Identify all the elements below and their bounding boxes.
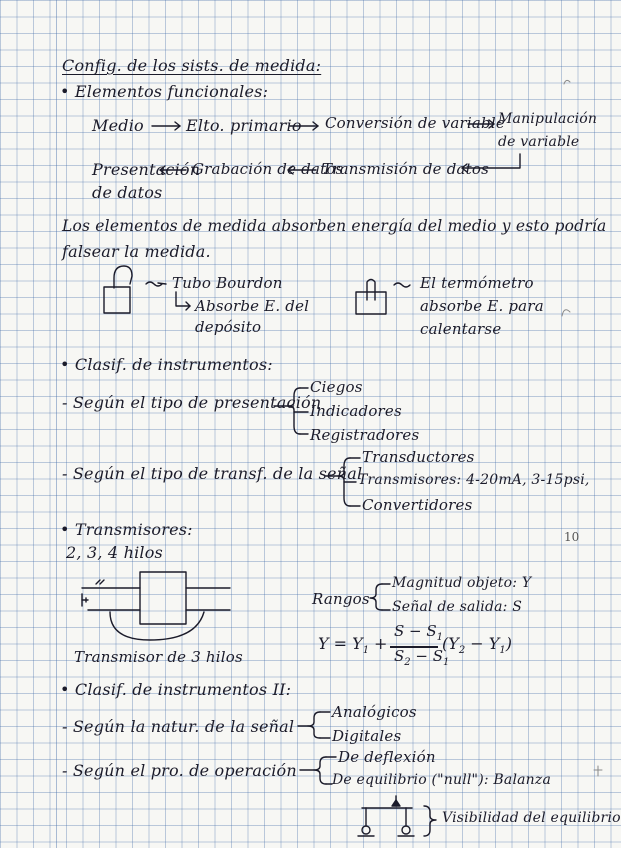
- energy-paragraph-line-2: falsear la medida.: [62, 242, 211, 261]
- natur-brace: [298, 712, 330, 738]
- natur-label: - Según la natur. de la señal: [62, 717, 295, 736]
- bourdon-note-1: Absorbe E. del: [195, 297, 310, 315]
- section-heading-elementos: • Elementos funcionales:: [60, 82, 269, 101]
- operacion-item-deflexion: De deflexión: [338, 748, 436, 766]
- thermometer-arrow: [394, 283, 410, 287]
- natur-item-analogicos: Analógicos: [332, 703, 417, 721]
- thermometer-note-2: calentarse: [420, 320, 502, 338]
- flow-conversion: Conversión de variable: [325, 114, 505, 132]
- rangos-item-magnitud: Magnitud objeto: Y: [392, 575, 532, 591]
- energy-paragraph-line-1: Los elementos de medida absorben energía del medio y esto podría: [62, 217, 607, 235]
- senal-label: - Según el tipo de transf. de la señal: [62, 464, 363, 483]
- flow-presentacion-2: de datos: [92, 183, 163, 202]
- senal-item-transductores: Transductores: [362, 448, 475, 466]
- bourdon-branch-arrow: [176, 292, 190, 310]
- flow-return-arrow: [462, 154, 520, 172]
- flow-arrow-5: [160, 166, 186, 174]
- rangos-brace: [370, 584, 390, 610]
- rangos-label: Rangos: [312, 590, 370, 608]
- natur-item-digitales: Digitales: [332, 727, 402, 745]
- page-number-mark: 10: [564, 530, 580, 544]
- flow-arrow-3: [468, 120, 494, 128]
- balance-sketch: [358, 796, 414, 836]
- flow-medio: Medio: [92, 116, 144, 135]
- transmisor-caption: Transmisor de 3 hilos: [74, 648, 243, 666]
- operacion-label: - Según el pro. de operación: [62, 761, 297, 780]
- presentacion-item-registradores: Registradores: [310, 426, 420, 444]
- thermometer-label: El termómetro: [420, 274, 534, 292]
- bourdon-label: Tubo Bourdon: [172, 274, 283, 292]
- flow-arrow-4: [288, 166, 316, 174]
- bourdon-tube-sketch: [104, 266, 132, 313]
- bourdon-arrow: [146, 282, 166, 286]
- section-heading-clasif: • Clasif. de instrumentos:: [60, 355, 273, 374]
- transmisor-circuit: [82, 572, 230, 640]
- flow-manipulacion: Manipulación: [498, 111, 598, 127]
- rangos-item-senal: Señal de salida: S: [392, 599, 523, 615]
- visibilidad-text: Visibilidad del equilibrio: [442, 810, 621, 826]
- presentacion-brace: [274, 388, 308, 434]
- operacion-brace: [300, 757, 336, 784]
- hilos-text: 2, 3, 4 hilos: [66, 543, 163, 562]
- senal-item-transmisores: Transmisores: 4-20mA, 3-15psi,: [358, 472, 590, 488]
- page-title: Config. de los sists. de medida:: [62, 56, 322, 75]
- thermometer-sketch: [356, 280, 386, 315]
- thermometer-note-1: absorbe E. para: [420, 297, 544, 315]
- flow-grabacion: Grabación de datos: [192, 160, 344, 178]
- flow-presentacion: Presentación: [92, 160, 201, 179]
- flow-manipulacion-2: de variable: [498, 134, 580, 150]
- section-heading-clasif-2: • Clasif. de instrumentos II:: [60, 680, 292, 699]
- presentacion-item-ciegos: Ciegos: [310, 378, 363, 396]
- section-heading-transmisores: • Transmisores:: [60, 520, 193, 539]
- presentacion-item-indicadores: Indicadores: [310, 402, 402, 420]
- bourdon-note-2: depósito: [195, 318, 262, 336]
- presentacion-label: - Según el tipo de presentación: [62, 393, 322, 412]
- flow-arrow-1: [152, 122, 180, 130]
- flow-arrow-2: [290, 122, 318, 130]
- operacion-item-equilibrio: De equilibrio ("null"): Balanza: [332, 772, 552, 788]
- flow-transmision: Transmisión de datos: [322, 160, 490, 178]
- flow-elemento-primario: Elto. primario: [186, 116, 302, 135]
- senal-item-convertidores: Convertidores: [362, 496, 473, 514]
- pencil-marks: [562, 80, 602, 776]
- formula: $Y = Y_1$ + $S - S_1$ $S_2 - S_1$ $(Y_2 - Y_1)$: [318, 622, 512, 668]
- senal-brace: [326, 458, 360, 506]
- visibilidad-brace: [424, 806, 436, 836]
